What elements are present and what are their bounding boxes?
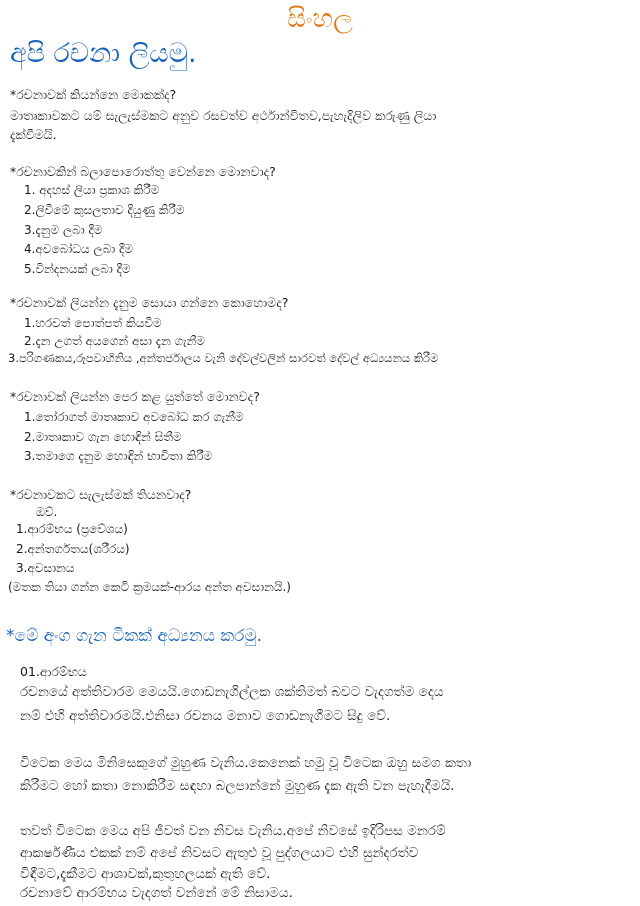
question-what-is-essay: *රචනාවක් කියන්නෙ මොකක්ද? [10,87,177,102]
list-item: 1.තෝරාගත් මාතෘකාව අවබෝධ කර ගැනීම [24,410,244,424]
list-item: 1. අදහස් ලියා ප්‍රකාශ කිරීම [24,183,160,197]
paragraph-line: රචනාවේ ආරම්භය වැදගත් වන්නේ මේ නිසාමය. [20,885,293,901]
answer-line-2: දැක්වීමයි. [10,127,57,142]
list-item: 1.ආරම්භය (ප්‍රවේශය) [16,522,128,536]
answer-yes: ඔව්. [36,505,58,519]
paragraph-line: විඳීමට,දැකීමට ආශාවක්,කුතුහලයක් ඇති වේ. [20,866,271,882]
paragraph-line: තවත් විටෙක මෙය අපි ජීවත් වන නිවස වැනිය.අපේ නිවසේ ඉදිරිපස මනරම් [20,823,446,839]
paragraph-line: කිරීමට හෝ කතා නොකිරීම සඳහා බලපාන්නේ මුහුණ දැක ඇති වන පැහැදීමයි. [20,778,455,794]
list-item: 5.වින්දනයක් ලබා දීම [24,262,131,276]
section-heading: *මේ අංග ගැන ටිකක් අධ්‍යනය කරමු. [6,626,263,646]
list-item: 2.අන්තර්ගතය(ශරීරය) [16,542,130,556]
page-title: අපි රචනා ලියමු. [10,38,197,69]
paragraph-line: නම් එහි අත්තිවාරමයි.එනිසා රචනය මනාව ගොඩනැගීමට සිදු වේ. [20,708,391,724]
paragraph-line: ආකර්ෂණීය එකක් නම් අපේ නිවසට ඇතුළු වූ පුද්ගලයාට එහි සුන්දරත්ව [20,845,419,861]
paragraph-line: විටෙක මෙය මිනිසෙකුගේ මුහුණ වැනිය.කෙනෙක් හමු වූ විටෙක ඔහු සමග කතා [20,755,472,771]
list-item: 2.මාතෘකාව ගැන හොඳින් සිතීම [24,430,182,444]
answer-line-1: මාතෘකාවකට යම් සැලැස්මකට අනුව රසවත්ව අර්ථාන්විතව,පැහැදිලිව කරුණු ලියා [10,108,437,123]
list-item: 4.අවබෝධය ලබා දීම [24,242,133,256]
list-item: 2.දැන උගත් අයගෙන් අසා දැන ගැනීම [24,334,205,348]
subject-title: සිංහල [287,4,353,34]
list-item: 1.හරවත් පොත්පත් කියවීම [24,316,162,330]
list-item: 3.පරිගණකය,රූපවාහිනිය ,අන්තර්ජාලය වැනි දේවල්වලින් සාරවත් දේවල් අධ්‍යයනය කිරීම [8,351,439,365]
question-expectations: *රචනාවකින් බලාපොරොත්තු වෙන්නෙ මොනවාද? [10,164,276,179]
list-item: 3.දැනුම ලබා දීම [24,223,103,237]
list-item: 2.ලිවීමේ කුසලතාව දියුණු කිරීම [24,203,185,217]
list-item: 3.අවසානය [16,561,75,575]
question-plan: *රචනාවකට සැලැස්මක් තියනවාද? [10,487,192,502]
question-find-knowledge: *රචනාවක් ලියන්න දැනුම සොයා ගන්නෙ කොහොමද? [10,295,289,310]
memory-note: (මතක තියා ගන්න කෙටි ක්‍රමයක්-ආරය අන්ත අවසානයි.) [8,580,291,594]
question-before-writing: *රචනාවක් ලියන්න පෙර කළ යුත්තේ මොනවද? [10,389,260,404]
subsection-heading: 01.ආරම්භය [20,664,87,679]
list-item: 3.තමාගෙ දැනුම හොඳින් භාවිතා කිරීම [24,449,213,463]
paragraph-line: රචනයේ අත්තිවාරම මෙයයි.ගොඩනැගිල්ලක ශක්තිමත් බවට වැදගත්ම දෙය [20,684,444,700]
